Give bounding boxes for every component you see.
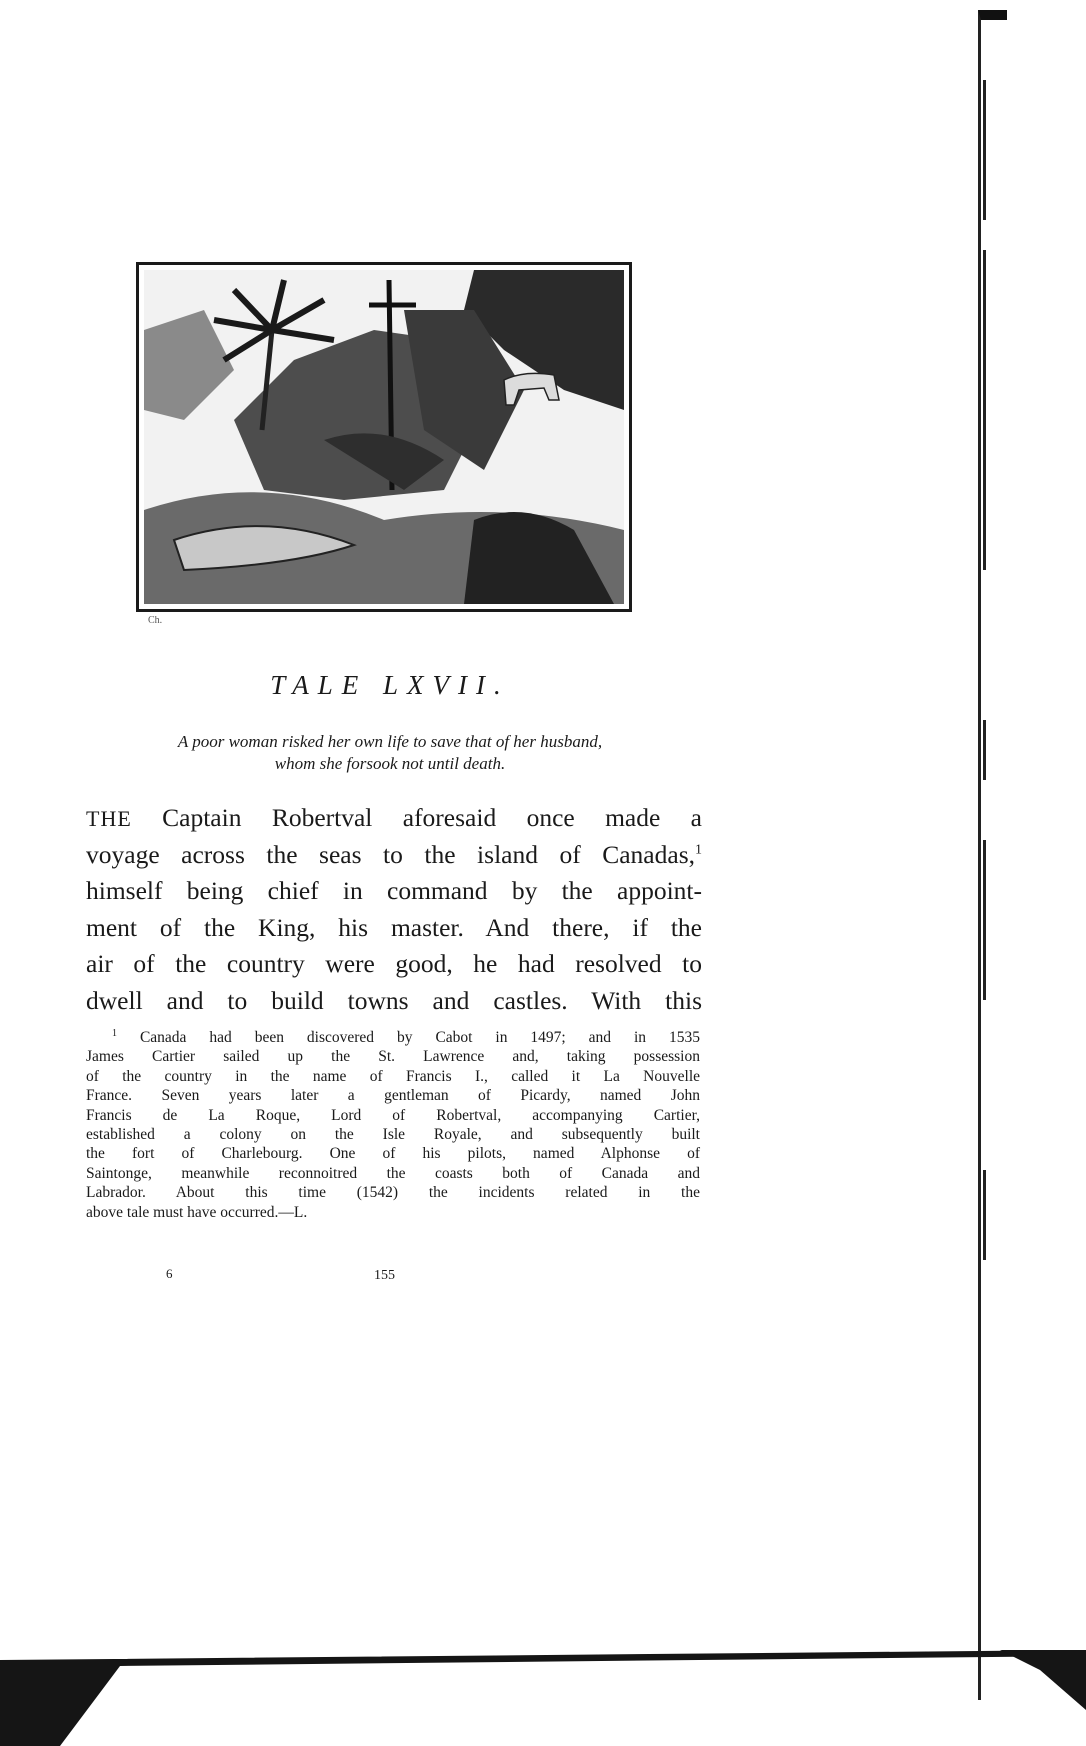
body-line: voyage across the seas to the island of Canadas,$^1$ (86, 839, 702, 869)
plate-mark: Ch. (148, 615, 163, 626)
body-line: THE Captain Robertval aforesaid once made a (86, 803, 702, 832)
footnote-reference: 1 (695, 842, 702, 857)
footnote-line: $^1$ Canada had been discovered by Cabot in 1497; and in 1535 (112, 1027, 700, 1046)
body-line: dwell and to build towns and castles. With this (86, 985, 702, 1015)
page-number: 155 (374, 1268, 395, 1283)
footnote-line: Labrador. About this time (1542) the incidents related in the (86, 1184, 700, 1202)
tale-subtitle (90, 731, 690, 775)
footnote-line: Saintonge, meanwhile reconnoitred the coasts both of Canada and (86, 1164, 700, 1182)
footnote-line: France. Seven years later a gentleman of Picardy, named John (86, 1087, 700, 1105)
engraving-scene (144, 270, 624, 604)
footnote-line: established a colony on the Isle Royale, and subsequently built (86, 1125, 700, 1143)
footnote-line: Francis de La Roque, Lord of Robertval, accompanying Cartier, (86, 1106, 700, 1124)
footnote-line: above tale must have occurred.—L. (86, 1203, 308, 1221)
subtitle-line: A poor woman risked her own life to save that of her husband, (177, 732, 603, 751)
engraving-illustration (136, 262, 632, 612)
body-text (86, 800, 702, 1019)
footnote-line: of the country in the name of Francis I., called it La Nouvelle (86, 1067, 700, 1085)
footnote-marker: 1 (112, 1027, 117, 1039)
body-line: ment of the King, his master. And there, if the (86, 912, 702, 942)
footnote-line: the fort of Charlebourg. One of his pilots, named Alphonse of (86, 1145, 700, 1163)
body-line: air of the country were good, he had resolved to (86, 949, 702, 978)
page-edge-bottom-shadow (0, 1650, 1086, 1746)
signature-mark: 6 (166, 1266, 173, 1281)
drop-small-caps: THE (86, 806, 132, 831)
body-line: himself being chief in command by the appoint- (86, 876, 702, 905)
subtitle-line: whom she forsook not until death. (274, 754, 506, 773)
footnote-line: James Cartier sailed up the St. Lawrence and, taking possession (86, 1048, 700, 1066)
footnote (86, 1028, 700, 1222)
tale-title: TALE LXVII. (270, 670, 510, 700)
page-edge-shadow (978, 10, 1007, 1700)
